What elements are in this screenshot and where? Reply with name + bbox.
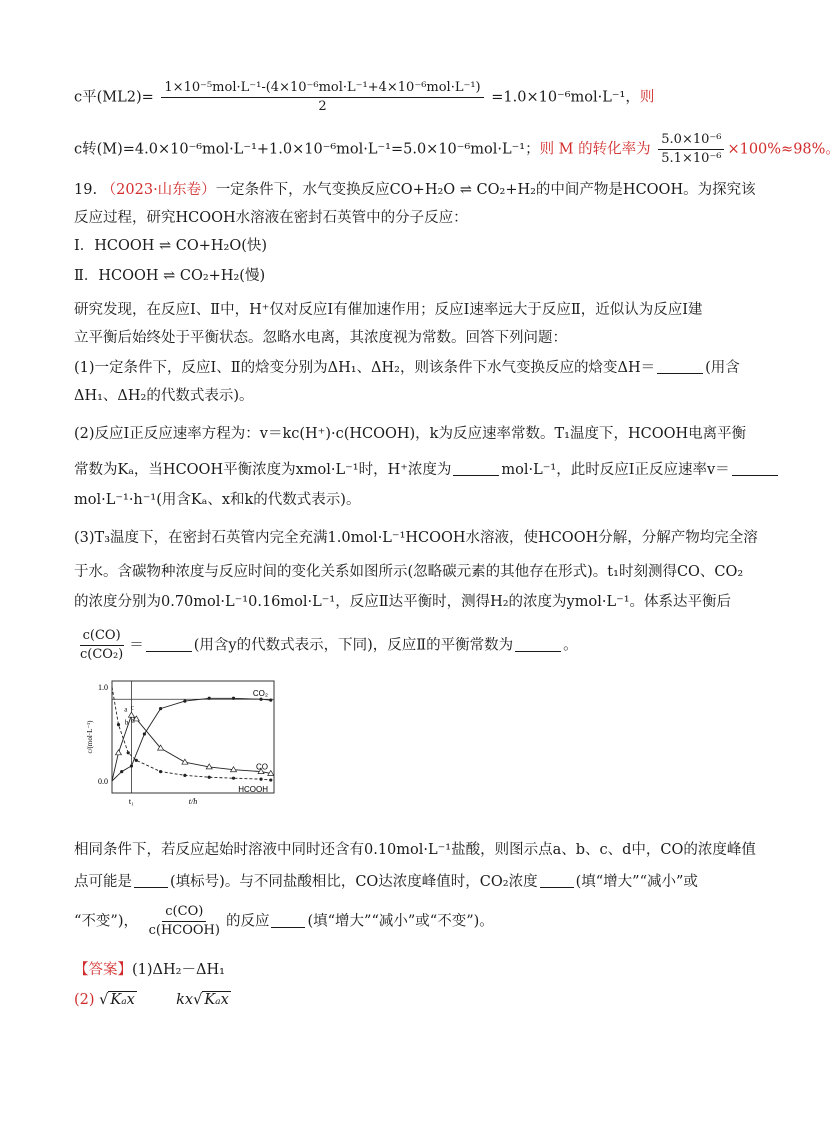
period: 。	[563, 637, 578, 654]
answer-2-second: Kₐx	[204, 992, 229, 1008]
ml2-then: 则	[639, 89, 655, 106]
m-frac-num: 5.0×10⁻⁶	[658, 132, 724, 150]
part-4-line-b	[74, 872, 698, 892]
part-4-line-a: 相同条件下，若反应起始时溶液中同时还含有0.10mol·L⁻¹盐酸，则图示点a、b、c、d中，CO的浓度峰值	[74, 842, 756, 858]
answer-line-1	[74, 960, 225, 980]
answer-line-2	[74, 990, 231, 1010]
series-label: CO₂	[252, 689, 268, 699]
part-3-line-c: 的浓度分别为0.70mol·L⁻¹0.16mol·L⁻¹，反应Ⅱ达平衡时，测得H₂的浓度为ymol·L⁻¹。体系达平衡后	[74, 594, 732, 610]
y-tick-label: 0.0	[98, 777, 108, 786]
m-line-red-lead: 则 M 的转化率为	[539, 141, 651, 158]
y-tick-label: 1.0	[98, 683, 108, 692]
point-label: b	[124, 718, 129, 727]
m-conversion-line	[74, 132, 840, 167]
sqrt-symbol: √	[193, 992, 203, 1008]
x-tick-label: t₁	[128, 797, 134, 806]
para-1: 研究发现，在反应Ⅰ、Ⅱ中，H⁺仅对反应Ⅰ有催加速作用；反应Ⅰ速率远大于反应Ⅱ，近似认为反应Ⅰ建	[74, 302, 703, 318]
part-4-text-b3: (填“增大”“减小”或	[575, 874, 698, 890]
part-3-text-d: (用含y的代数式表示，下同)，反应Ⅱ的平衡常数为	[193, 637, 514, 654]
part-1-text: (1)一定条件下，反应Ⅰ、Ⅱ的焓变分别为ΔH₁、ΔH₂，则该条件下水气变换反应的焓变ΔH＝	[74, 360, 656, 376]
ratio-den: c(CO₂)	[80, 647, 124, 662]
data-point	[127, 751, 130, 754]
ml2-fraction	[161, 80, 483, 115]
data-point	[182, 759, 188, 764]
x-axis-label: t/h	[188, 797, 198, 806]
part-1-text-b: (用含	[705, 360, 740, 376]
data-point	[259, 778, 262, 781]
answer-blank[interactable]	[271, 913, 305, 928]
point-label: c	[130, 703, 134, 712]
q19-header	[74, 180, 756, 200]
data-point	[269, 699, 272, 702]
answer-blank[interactable]	[453, 461, 499, 476]
answer-blank[interactable]	[146, 637, 192, 652]
part-2-line-b	[74, 460, 780, 480]
equals-sign: ＝	[129, 637, 144, 654]
data-point	[159, 707, 162, 710]
co-hcooh-ratio	[146, 904, 223, 939]
m-line-text: c转(M)=4.0×10⁻⁶mol·L⁻¹+1.0×10⁻⁶mol·L⁻¹=5.0×10⁻⁶mol·L⁻¹；	[74, 141, 540, 158]
para-2: 立平衡后始终处于平衡状态。忽略水电离，其浓度视为常数。回答下列问题：	[74, 330, 567, 346]
data-point	[183, 700, 186, 703]
concentration-time-chart	[84, 673, 284, 821]
reaction-2: Ⅱ．HCOOH ⇌ CO₂+H₂(慢)	[74, 268, 266, 284]
co-co2-ratio	[77, 628, 126, 663]
part-4-text-c3: (填“增大”“减小”或“不变”)。	[307, 913, 494, 930]
answer-label: 【答案】	[74, 962, 132, 978]
m-fraction	[658, 132, 724, 167]
part-1-line-a	[74, 358, 740, 378]
answer-blank[interactable]	[540, 873, 574, 888]
answer-blank[interactable]	[515, 637, 561, 652]
part-2-text-b2: mol·L⁻¹，此时反应Ⅰ正反应速率v＝	[501, 462, 730, 478]
part-3-line-b: 于水。含碳物种浓度与反应时间的变化关系如图所示(忽略碳元素的其他存在形式)。t₁时刻测得CO、CO₂	[74, 564, 744, 580]
part-1-line-c: ΔH₁、ΔH₂的代数式表示)。	[74, 388, 254, 404]
part-3-line-a: (3)T₃温度下，在密封石英管内完全充满1.0mol·L⁻¹HCOOH水溶液，使HCOOH分解，分解产物均完全溶	[74, 530, 758, 546]
part-2-text-b1: 常数为Kₐ，当HCOOH平衡浓度为xmol·L⁻¹时，H⁺浓度为	[74, 462, 452, 478]
part-2-line-c: mol·L⁻¹·h⁻¹(用含Kₐ、x和k的代数式表示)。	[74, 492, 361, 508]
ratio-num: c(CO)	[80, 628, 124, 646]
answer-2-first: Kₐx	[110, 992, 135, 1008]
series-line-HCOOH	[112, 687, 271, 780]
part-4-text-b1: 点可能是	[74, 874, 132, 890]
question-source: （2023·山东卷）	[101, 182, 216, 198]
answer-blank[interactable]	[657, 359, 703, 374]
part-2-line-a: (2)反应Ⅰ正反应速率方程为：v＝kc(H⁺)·c(HCOOH)，k为反应速率常数。T₁温度下，HCOOH电离平衡	[74, 426, 747, 442]
answer-blank[interactable]	[732, 461, 778, 476]
data-point	[208, 697, 211, 700]
part-4-text-b2: (填标号)。与不同盐酸相比，CO达浓度峰值时，CO₂浓度	[170, 874, 538, 890]
part-4-line-c	[74, 904, 494, 939]
series-line-CO	[112, 715, 271, 781]
data-point	[232, 697, 235, 700]
ml2-numerator: 1×10⁻⁵mol·L⁻¹-(4×10⁻⁶mol·L⁻¹+4×10⁻⁶mol·L⁻¹)	[161, 80, 483, 98]
series-label: HCOOH	[238, 785, 268, 795]
m-line-tail: ×100%≈98%。	[727, 141, 840, 158]
data-point	[183, 774, 186, 777]
sqrt-symbol: √	[99, 992, 109, 1008]
plot-frame	[112, 681, 274, 793]
answer-2-label: (2)	[74, 992, 95, 1008]
data-point	[159, 770, 162, 773]
point-label: d	[131, 716, 135, 725]
answer-2-k: kx	[176, 992, 194, 1008]
data-point	[130, 764, 133, 767]
q19-line1: 一定条件下，水气变换反应CO+H₂O ⇌ CO₂+H₂的中间产物是HCOOH。为探究该	[215, 182, 756, 198]
m-frac-den: 5.1×10⁻⁶	[661, 151, 722, 166]
ratio2-num: c(CO)	[162, 904, 206, 922]
data-point	[232, 777, 235, 780]
data-point	[143, 732, 146, 735]
reaction-1: Ⅰ．HCOOH ⇌ CO+H₂O(快)	[74, 238, 268, 254]
point-label: a	[124, 705, 128, 714]
ml2-rhs: =1.0×10⁻⁶mol·L⁻¹，	[491, 89, 640, 106]
part-4-text-c1: “不变”)，	[74, 913, 138, 930]
series-line-CO₂	[112, 698, 271, 781]
data-point	[115, 750, 121, 755]
ml2-concentration-line	[74, 80, 654, 115]
part-4-text-c2: 的反应	[225, 913, 270, 930]
ml2-denominator: 2	[318, 99, 327, 114]
answer-1: (1)ΔH₂－ΔH₁	[132, 962, 225, 978]
data-point	[135, 759, 138, 762]
series-label: CO	[256, 762, 268, 772]
data-point	[208, 776, 211, 779]
ratio2-den: c(HCOOH)	[148, 923, 220, 938]
q19-line2: 反应过程，研究HCOOH水溶液在密封石英管中的分子反应：	[74, 210, 468, 226]
y-axis-label: c/(mol·L⁻¹)	[86, 720, 94, 754]
data-point	[117, 723, 120, 726]
part-3-line-d	[74, 628, 578, 663]
data-point	[269, 778, 272, 781]
answer-blank[interactable]	[134, 873, 168, 888]
data-point	[120, 770, 123, 773]
question-number: 19.	[74, 182, 98, 198]
ml2-lhs: c平(ML2)=	[74, 89, 154, 106]
